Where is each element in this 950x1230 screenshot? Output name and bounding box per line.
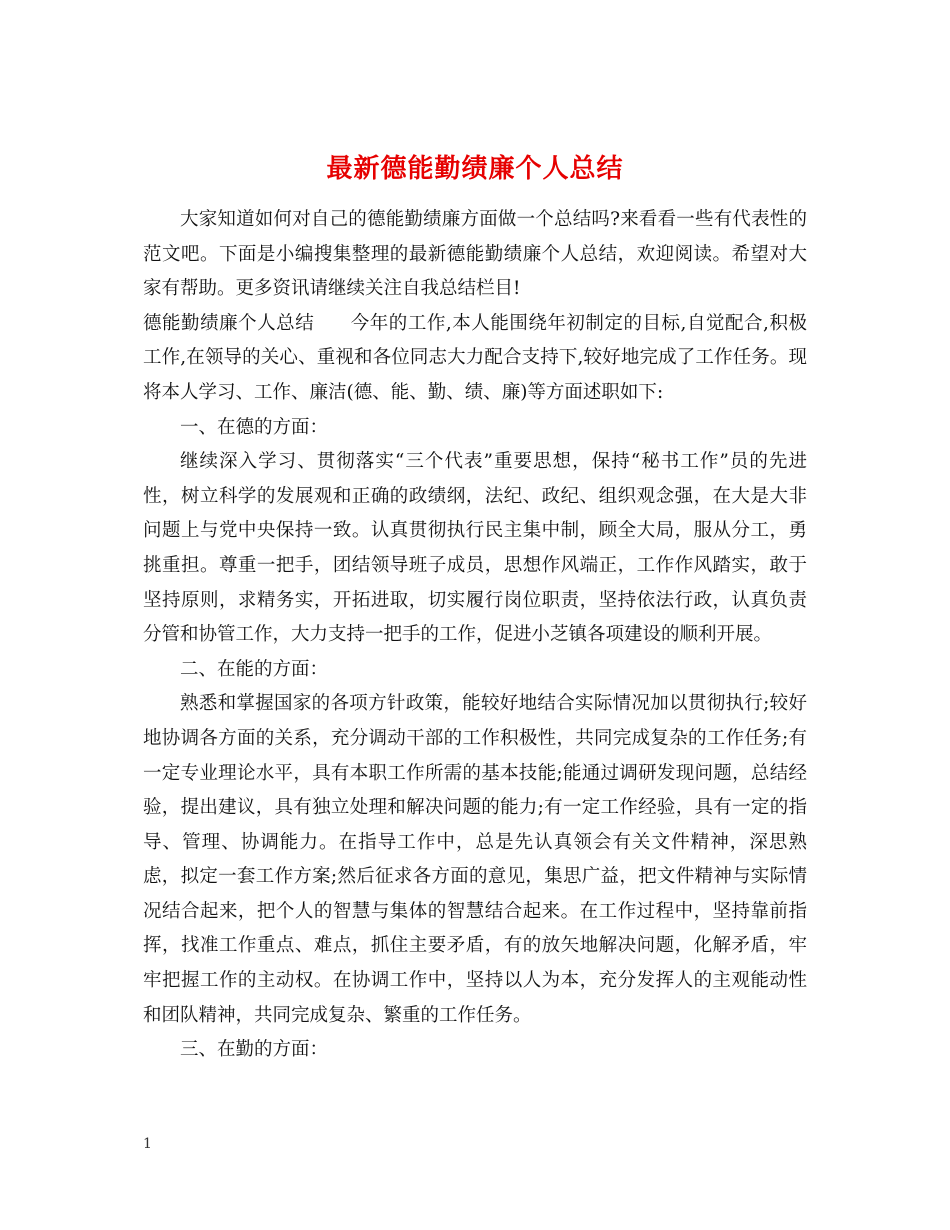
section-body-ability: 熟悉和掌握国家的各项方针政策，能较好地结合实际情况加以贯彻执行;较好地协调各方面的关系，充分调动干部的工作积极性，共同完成复杂的工作任务;有一定专业理论水平，具有本职工作所需的基本技能;能通过调研发现问题，总结经验，提出建议，具有独立处理和解决问题的能力;有一定工作经验，具有一定的指导、管理、协调能力。在指导工作中，总是先认真领会有关文件精神，深思熟虑，拟定一套工作方案;然后征求各方面的意见，集思广益，把文件精神与实际情况结合起来，把个人的智慧与集体的智慧结合起来。在工作过程中，坚持靠前指挥，找准工作重点、难点，抓住主要矛盾，有的放矢地解决问题，化解矛盾，牢牢把握工作的主动权。在协调工作中，坚持以人为本，充分发挥人的主观能动性和团队精神，共同完成复杂、繁重的工作任务。 bbox=[143, 693, 807, 1026]
document-body bbox=[143, 203, 807, 1068]
opening-text: 今年的工作,本人能围绕年初制定的目标,自觉配合,积极工作,在领导的关心、重视和各位同志大力配合支持下,较好地完成了工作任务。现将本人学习、工作、廉洁(德、能、勤、绩、廉)等方面述职如下: bbox=[143, 312, 807, 403]
opening-paragraph bbox=[143, 307, 807, 411]
intro-paragraph: 大家知道如何对自己的德能勤绩廉方面做一个总结吗?来看看一些有代表性的范文吧。下面是小编搜集整理的最新德能勤绩廉个人总结，欢迎阅读。希望对大家有帮助。更多资讯请继续关注自我总结栏目! bbox=[143, 209, 807, 300]
page-number: 1 bbox=[143, 1136, 152, 1152]
summary-heading-label: 德能勤绩廉个人总结 bbox=[143, 312, 315, 334]
section-heading-diligence: 三、在勤的方面： bbox=[180, 1039, 329, 1061]
section-heading-ability: 二、在能的方面： bbox=[180, 658, 329, 680]
section-heading-virtue: 一、在德的方面： bbox=[180, 416, 329, 438]
section-body-virtue: 继续深入学习、贯彻落实“三个代表”重要思想，保持“秘书工作”员的先进性，树立科学的发展观和正确的政绩纲，法纪、政纪、组织观念强，在大是大非问题上与党中央保持一致。认真贯彻执行民主集中制，顾全大局，服从分工，勇挑重担。尊重一把手，团结领导班子成员，思想作风端正，工作作风踏实，敢于坚持原则，求精务实，开拓进取，切实履行岗位职责，坚持依法行政，认真负责分管和协管工作，大力支持一把手的工作，促进小芝镇各项建设的顺利开展。 bbox=[143, 451, 807, 646]
document-title: 最新德能勤绩廉个人总结 bbox=[326, 154, 624, 185]
